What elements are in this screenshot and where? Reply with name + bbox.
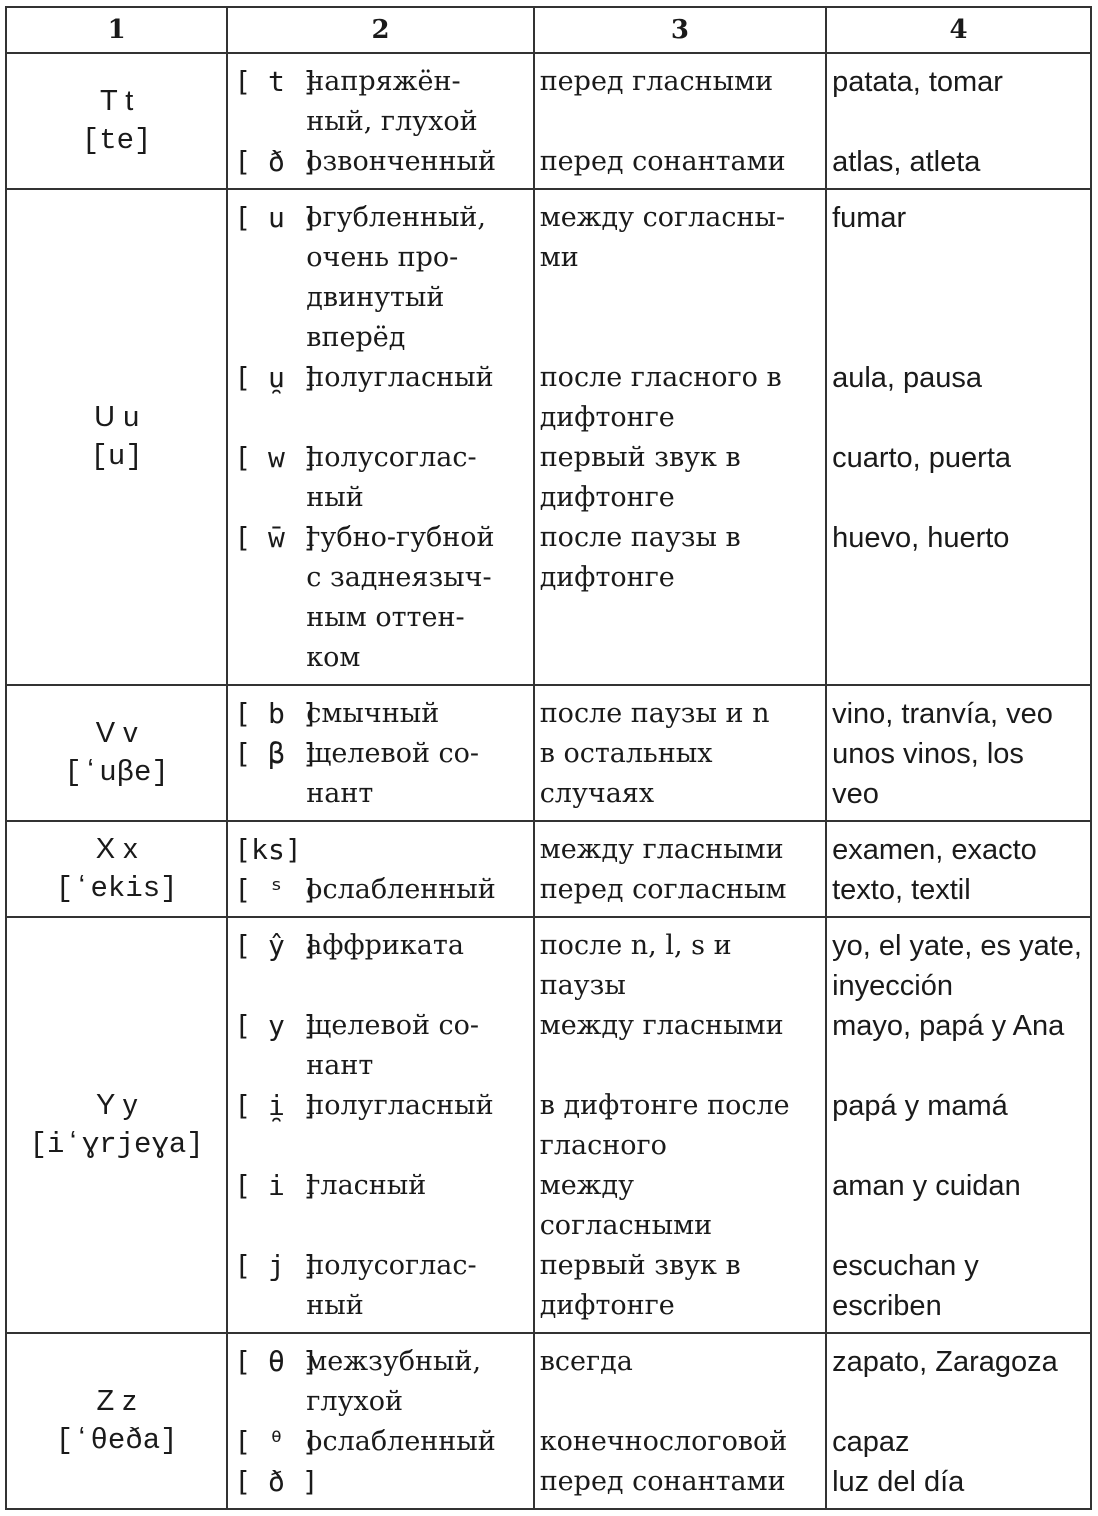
sound-entry [228,870,532,910]
position-text: в остальных случаях [539,738,713,809]
letter-label: Z z [96,1385,137,1417]
phonetic-symbol: [ b ] [234,697,319,730]
letter-label: U u [94,401,140,433]
examples-cell [826,685,1091,821]
sound-entry [228,926,532,1006]
sound-entry [228,1342,532,1422]
sound-description: щелевой со- нант [306,1010,480,1081]
example-words: texto, textil [832,874,971,906]
phonetic-symbol: [ ᶿ ] [234,1425,319,1458]
sound-entry [228,1006,532,1086]
cell-content [827,918,1090,1332]
example-words: yo, el yate, es yate, inyección [832,930,1082,1002]
phonetic-symbol: [ θ ] [234,1345,319,1378]
sound-description: смычный [306,698,440,729]
examples-cell [826,821,1091,917]
phonetic-symbol: [ ð ] [234,145,319,178]
sound-entry [228,830,532,870]
sound-description: полусоглас- ный [306,1250,477,1321]
position-text: после гласного в дифтонге [539,362,782,433]
letter-label: V v [95,717,138,749]
letter-cell [6,53,227,189]
cell-content [228,686,532,820]
phonetic-symbol: [ w̄ ] [234,521,319,554]
letter-name: [u] [90,440,143,473]
position-cell [534,821,826,917]
position-text: в дифтонге после гласного [539,1090,790,1161]
phonetic-symbol: [ ŷ ] [234,929,319,962]
position-text: между гласными [539,1010,784,1041]
sound-cell [227,189,533,685]
phonetic-symbol: [ w ] [234,441,319,474]
phonetic-symbol: [ t ] [234,65,319,98]
letter-cell [6,685,227,821]
phonetic-symbol: [ i ] [234,1169,319,1202]
sound-description: ослабленный [306,1426,496,1457]
letter-label: T t [99,85,134,117]
position-text: первый звук в дифтонге [539,442,741,513]
letter-name: [iʻɣrjeɣa] [29,1128,204,1161]
sound-entry [228,734,532,814]
position-text: перед гласными [539,66,774,97]
example-words: patata, tomar [832,66,1003,98]
example-words: zapato, Zaragoza [832,1346,1058,1378]
sound-cell [227,53,533,189]
phonetic-symbol: [ks] [234,833,302,866]
sound-description: гласный [306,1170,427,1201]
position-text: между гласными [539,834,784,865]
letter-name: [ʻuβe] [64,756,169,789]
position-text: между согласны- ми [539,202,786,273]
phonetic-symbol: [ j ] [234,1249,319,1282]
sound-entry [228,518,532,678]
letter-name: [te] [81,124,152,157]
header-col-1: 1 [6,7,227,53]
example-words: escuchan y escriben [832,1250,979,1322]
position-text: после паузы и n [539,698,770,729]
letter-cell [6,1333,227,1509]
letter-row [6,821,1091,917]
example-words: aula, pausa [832,362,983,394]
sound-description: огубленный, очень про- двинутый вперёд [306,202,487,353]
example-words: unos vinos, los veo [832,738,1024,810]
phonetic-symbol: [ y ] [234,1009,319,1042]
sound-description: аффриката [306,930,464,961]
phonetic-symbol: [ i̯ ] [234,1089,319,1122]
sound-entry [228,1462,532,1502]
position-cell [534,917,826,1333]
example-words: aman y cuidan [832,1170,1021,1202]
example-words: huevo, huerto [832,522,1010,554]
sound-entry [228,358,532,438]
sound-description: полусоглас- ный [306,442,477,513]
sound-entry [228,1086,532,1166]
sound-cell [227,821,533,917]
letter-label: Y y [95,1089,138,1121]
cell-content [228,1334,532,1508]
cell-content [535,190,825,684]
sound-cell [227,685,533,821]
sound-description: межзубный, глухой [306,1346,482,1417]
cell-content [535,54,825,188]
phonetic-symbol: [ β ] [234,737,319,770]
cell-content [535,1334,825,1508]
sound-entry [228,142,532,182]
position-cell [534,189,826,685]
cell-content [228,918,532,1332]
phonetic-symbol: [ ˢ ] [234,873,319,906]
position-cell [534,53,826,189]
example-words: papá y mamá [832,1090,1008,1122]
letter-name: [ʻθeða] [55,1424,178,1457]
example-words: cuarto, puerta [832,442,1012,474]
example-words: examen, exacto [832,834,1037,866]
letter-row [6,917,1091,1333]
cell-content [827,1334,1090,1508]
examples-cell [826,189,1091,685]
sound-entry [228,1422,532,1462]
phonetic-symbol: [ u ] [234,201,319,234]
letter-cell [6,917,227,1333]
sound-cell [227,917,533,1333]
example-words: fumar [832,202,907,234]
cell-content [827,190,1090,684]
sound-entry [228,438,532,518]
cell-content [535,822,825,916]
cell-content [228,190,532,684]
position-text: всегда [539,1346,633,1377]
position-text: перед сонантами [539,1466,786,1497]
examples-cell [826,917,1091,1333]
cell-content [827,686,1090,820]
cell-content [535,686,825,820]
letter-cell [6,189,227,685]
position-text: первый звук в дифтонге [539,1250,741,1321]
phonetics-table [5,6,1092,1510]
header-col-3: 3 [534,7,826,53]
sound-description: напряжён- ный, глухой [306,66,478,137]
letter-cell [6,821,227,917]
example-words: capaz [832,1426,910,1458]
sound-description: щелевой со- нант [306,738,480,809]
letter-row [6,685,1091,821]
letter-row [6,189,1091,685]
letter-row [6,53,1091,189]
cell-content [827,54,1090,188]
example-words: mayo, papá y Ana [832,1010,1065,1042]
sound-description: полугласный [306,362,494,393]
phonetic-symbol: [ u̯ ] [234,361,319,394]
example-words: luz del día [832,1466,965,1498]
examples-cell [826,53,1091,189]
examples-cell [826,1333,1091,1509]
example-words: atlas, atleta [832,146,981,178]
sound-entry [228,694,532,734]
position-text: перед сонантами [539,146,786,177]
position-cell [534,685,826,821]
cell-content [228,822,532,916]
position-text: после паузы в дифтонге [539,522,741,593]
sound-cell [227,1333,533,1509]
letter-name: [ʻekis] [55,872,178,905]
header-col-2: 2 [227,7,533,53]
letter-row [6,1333,1091,1509]
sound-entry [228,1166,532,1246]
position-text: после n, l, s и паузы [539,930,732,1001]
header-col-4: 4 [826,7,1091,53]
position-cell [534,1333,826,1509]
example-words: vino, tranvía, veo [832,698,1053,730]
sound-description: полугласный [306,1090,494,1121]
position-text: перед согласным [539,874,787,905]
cell-content [535,918,825,1332]
sound-description: губно-губной с заднеязыч- ным оттен- ком [306,522,495,673]
header-row [6,7,1091,53]
position-text: между согласными [539,1170,713,1241]
letter-label: X x [95,833,138,865]
sound-description: ослабленный [306,874,496,905]
phonetic-symbol: [ ð ] [234,1465,319,1498]
sound-entry [228,1246,532,1326]
position-text: конечнослоговой [539,1426,788,1457]
sound-description: озвонченный [306,146,497,177]
cell-content [827,822,1090,916]
sound-entry [228,198,532,358]
cell-content [228,54,532,188]
sound-entry [228,62,532,142]
